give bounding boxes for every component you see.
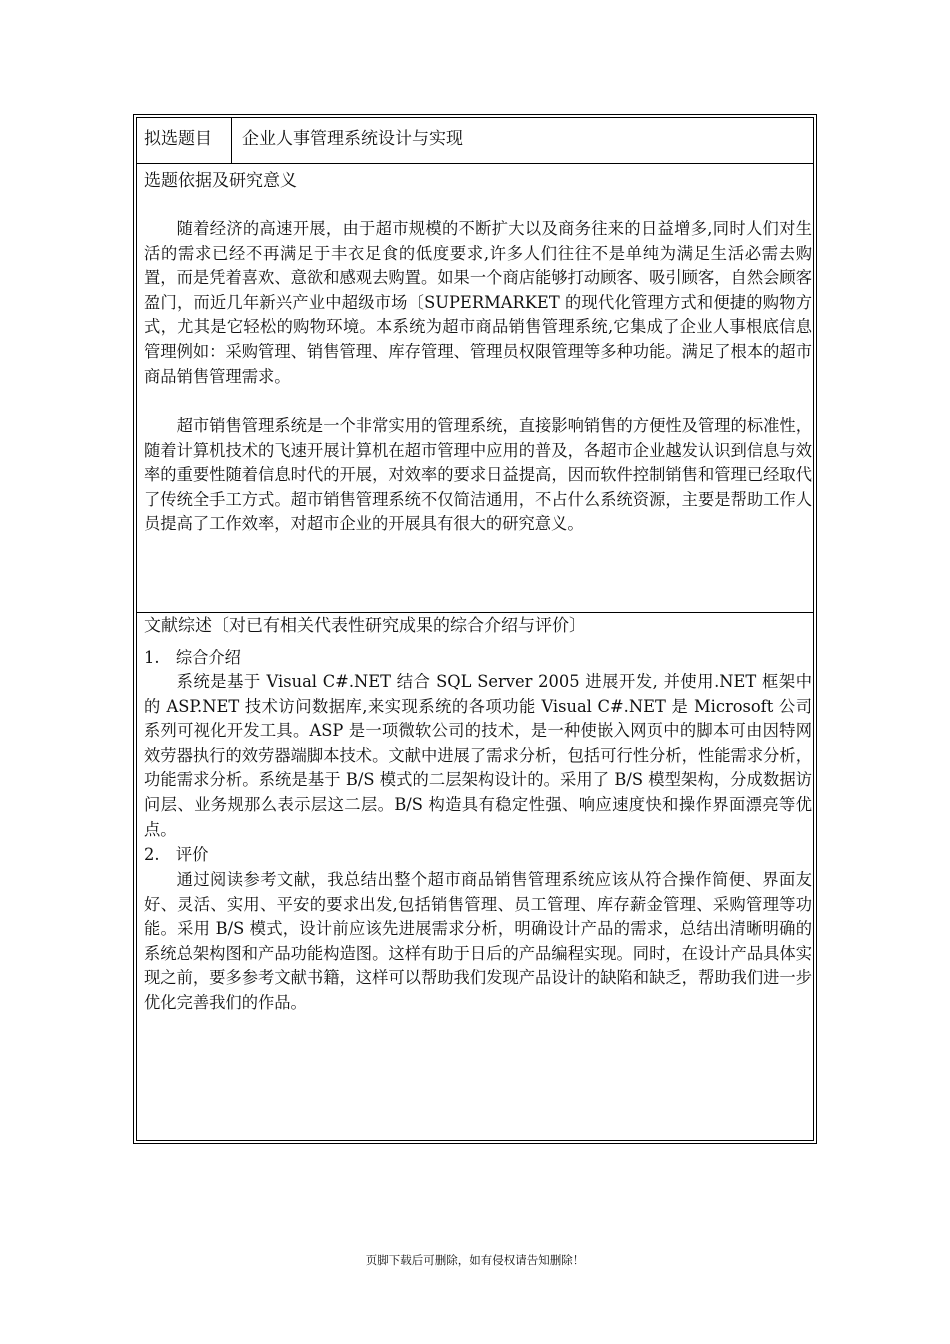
review-heading: 文献综述〔对已有相关代表性研究成果的综合介绍与评价〕	[144, 616, 586, 636]
basis-heading: 选题依据及研究意义	[144, 171, 297, 191]
topic-label: 拟选题目	[144, 129, 212, 149]
column-divider	[231, 117, 232, 163]
review-item2-title: 2. 评价	[144, 845, 209, 864]
basis-paragraph-2: 超市销售管理系统是一个非常实用的管理系统，直接影响销售的方便性及管理的标准性，随着计算机技术的飞速开展计算机在超市管理中应用的普及，各超市企业越发认识到信息与效率的重要性随着信息时代的开展，对效率的要求日益提高，因而软件控制销售和管理已经取代了传统全手工方式。超市销售管理系统不仅简洁通用，不占什么系统资源，主要是帮助工作人员提高了工作效率，对超市企业的开展具有很大的研究意义。	[144, 416, 812, 534]
page-footer: 页脚下载后可删除，如有侵权请告知删除！	[365, 1253, 585, 1267]
row-divider-basis	[136, 612, 814, 613]
basis-paragraph-1: 随着经济的高速开展，由于超市规模的不断扩大以及商务往来的日益增多,同时人们对生活的需求已经不再满足于丰衣足食的低度要求,许多人们往往不是单纯为满足生活必需去购置，而是凭着喜欢、意欲和感观去购置。如果一个商店能够打动顾客、吸引顾客，自然会顾客盈门，而近几年新兴产业中超级市场〔SUPERMARKET 的现代化管理方式和便捷的购物方式，尤其是它轻松的购物环境。本系统为超市商品销售管理系统,它集成了企业人事根底信息管理例如：采购管理、销售管理、库存管理、管理员权限管理等多种功能。满足了根本的超市商品销售管理需求。	[144, 219, 812, 386]
row-divider-topic	[136, 163, 814, 164]
topic-value: 企业人事管理系统设计与实现	[242, 129, 463, 149]
review-item1-title: 1. 综合介绍	[144, 648, 241, 667]
review-item1-text: 系统是基于 Visual C#.NET 结合 SQL Server 2005 进展开发, 并使用.NET 框架中的 ASP.NET 技术访问数据库,来实现系统的各项功能 Visual C#.NET 是 Microsoft 公司系列可视化开发工具。ASP 是一项微软公司的技术，是一种使嵌入网页中的脚本可由因特网效劳器执行的效劳器端脚本技术。文献中进展了需求分析，包括可行性分析，性能需求分析，功能需求分析。系统是基于 B/S 模式的二层架构设计的。采用了 B/S 模型架构，分成数据访问层、业务规那么表示层这二层。B/S 构造具有稳定性强、响应速度快和操作界面漂亮等优点。	[144, 672, 812, 839]
review-item2-text: 通过阅读参考文献，我总结出整个超市商品销售管理系统应该从符合操作简便、界面友好、灵活、实用、平安的要求出发,包括销售管理、员工管理、库存薪金管理、采购管理等功能。采用 B/S 模式，设计前应该先进展需求分析，明确设计产品的需求，总结出清晰明确的系统总架构图和产品功能构造图。这样有助于日后的产品编程实现。同时，在设计产品具体实现之前，要多参考文献书籍，这样可以帮助我们发现产品设计的缺陷和缺乏，帮助我们进一步优化完善我们的作品。	[144, 870, 812, 1012]
